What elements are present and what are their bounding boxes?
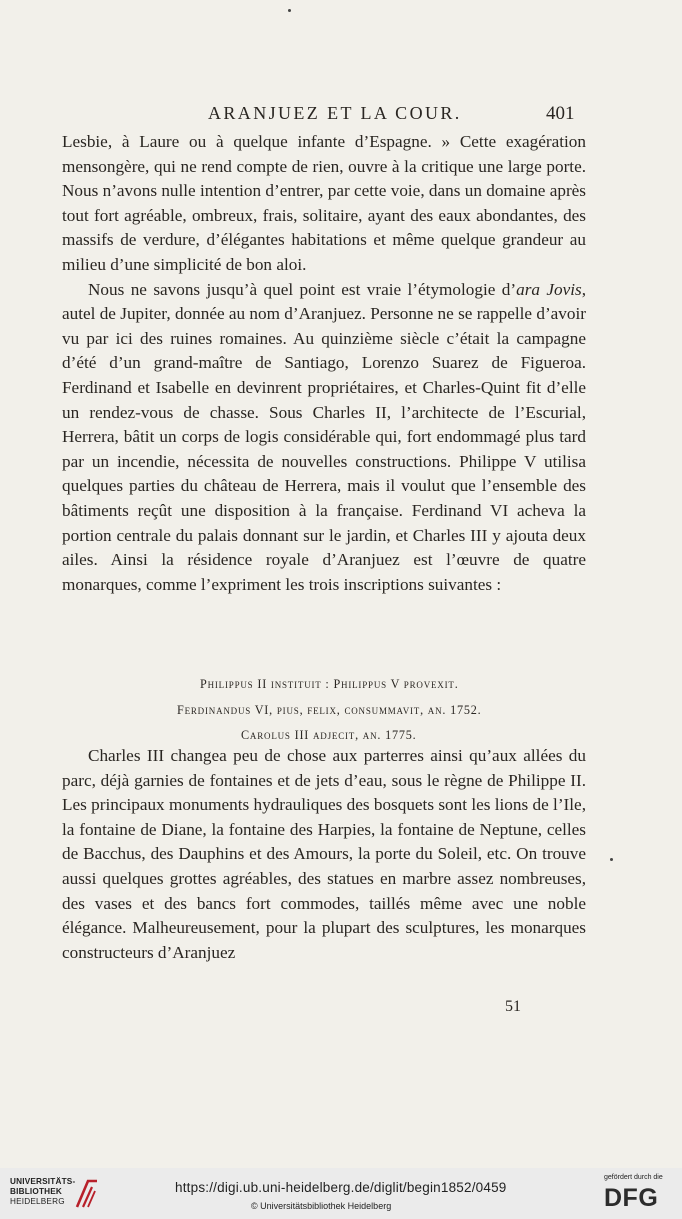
library-logo[interactable] [10, 1177, 100, 1213]
paragraph-etymology-rest: , autel de Jupiter, donnée au nom d’Aranjuez. Personne ne se rappelle d’avoir vu par ici des ruines romaines. Au quinzième siècle c’était la campagne d’été d’un grand-maître de Santiago, Lorenzo Suarez de Figueroa. Ferdinand et Isabelle en devinrent propriétaires, et Charles-Quint fit d’elle un rendez-vous de chasse. Sous Charles II, l’architecte de l’Escurial, Herrera, bâtit un corps de logis considérable qui, fort endommagé plus tard par un incendie, nécessita de nouvelles constructions. Philippe V utilisa quelques parties du château de Herrera, mais il voulut que l’ensemble des bâtiments reçût une disposition à la française. Ferdinand VI acheva la portion centrale du palais donnant sur le jardin, et Charles III y ajouta deux ailes. Ainsi la résidence royale d’Aranjuez est l’œuvre de quatre monarques, comme l’expriment les trois inscriptions suivantes : [62, 279, 586, 594]
body-text-upper [62, 130, 586, 597]
running-title: ARANJUEZ ET LA COUR. [208, 103, 462, 123]
dfg-logo: DFG [604, 1184, 659, 1212]
paragraph-etymology-start: Nous ne savons jusqu’à quel point est vraie l’étymologie d’ [88, 279, 517, 299]
body-text-lower [62, 744, 586, 965]
library-name-line: BIBLIOTHEK [10, 1187, 63, 1196]
italic-latin-term: ara Jovis [516, 279, 582, 299]
viewer-footer [0, 1168, 682, 1219]
scan-speck [610, 858, 613, 861]
inscription-ferdinandus: Ferdinandus VI, pius, felix, consummavit, an. 1752. [177, 703, 482, 717]
inscription-philippus: Philippus II instituit : Philippus V provexit. [200, 677, 459, 691]
copyright-notice: © Universitätsbibliothek Heidelberg [251, 1201, 392, 1211]
inscription-carolus: Carolus III adjecit, an. 1775. [241, 728, 417, 742]
library-name-line: UNIVERSITÄTS- [10, 1177, 76, 1186]
dfg-funding-block[interactable] [604, 1174, 674, 1214]
paragraph-continued: Lesbie, à Laure ou à quelque infante d’Espagne. » Cette exagération mensongère, qui ne rend compte de rien, ouvre à la critique une large porte. Nous n’avons nulle intention d’entrer, par cette voie, dans un domaine après tout fort agréable, ombreux, frais, solitaire, ayant des eaux abondantes, des massifs de verdure, d’élégantes habitations et même quelque grandeur au milieu d’une simplicité de bon aloi. [62, 132, 586, 274]
library-name-line: HEIDELBERG [10, 1197, 65, 1206]
scan-speck [288, 9, 291, 12]
paragraph-gardens: Charles III changea peu de chose aux parterres ainsi qu’aux allées du parc, déjà garnies de fontaines et de jets d’eau, sous le règne de Philippe II. Les principaux monuments hydrauliques des bosquets sont les lions de l’Ile, la fontaine de Diane, la fontaine des Harpies, la fontaine de Neptune, celles de Bacchus, des Dauphins et des Amours, la porte du Soleil, etc. On trouve aussi quelques grottes agréables, des statues en marbre assez nombreuses, des vases et des bancs fort commodes, taillés même avec une noble élégance. Malheureusement, pour la plupart des sculptures, les monarques constructeurs d’Aranjuez [62, 746, 586, 962]
page-number: 401 [546, 103, 575, 124]
library-name [10, 1177, 75, 1207]
funding-caption: gefördert durch die [604, 1174, 663, 1181]
permalink-url[interactable]: https://digi.ub.uni-heidelberg.de/diglit/begin1852/0459 [175, 1180, 507, 1195]
running-header [0, 103, 682, 129]
library-emblem-icon [74, 1179, 100, 1209]
signature-mark: 51 [505, 998, 521, 1015]
paragraph-etymology [62, 278, 586, 598]
